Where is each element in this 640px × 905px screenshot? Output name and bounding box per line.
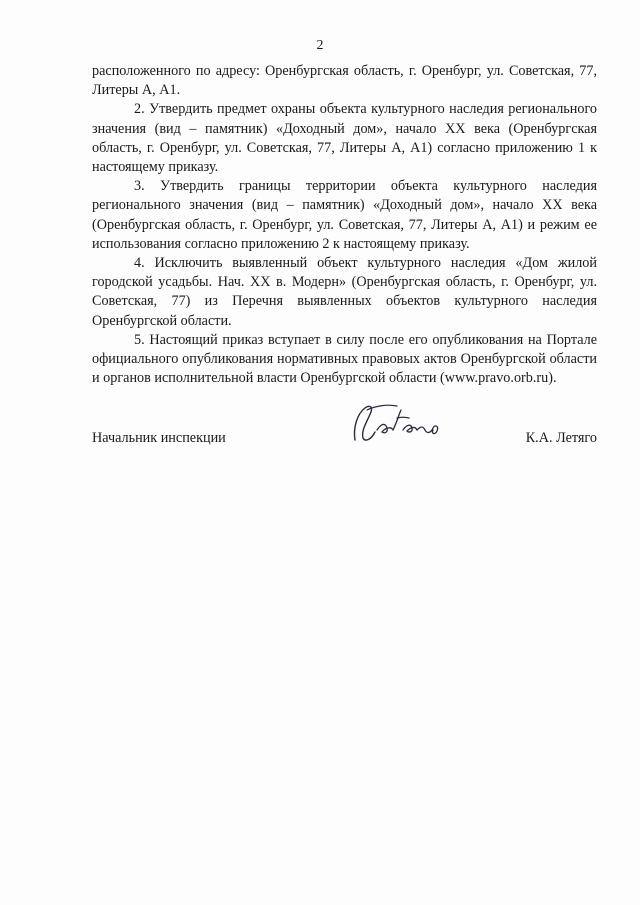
- paragraph-address-continuation: расположенного по адресу: Оренбургская область, г. Оренбург, ул. Советская, 77, Литеры А, А1.: [92, 63, 597, 99]
- paragraph-item-3: 3. Утвердить границы территории объекта культурного наследия регионального значения (вид – памятник) «Доходный дом», начало XX века (Оренбургская область, г. Оренбург, ул. Советская, 77, Литеры А, А1) и режим ее использования согласно приложению 2 к настоящему приказу.: [92, 178, 597, 252]
- signature-block: [92, 430, 597, 454]
- page-number: 2: [316, 38, 324, 53]
- paragraph-item-4: 4. Исключить выявленный объект культурного наследия «Дом жилой городской усадьбы. Нач. XX в. Модерн» (Оренбургская область, г. Оренбург, ул. Советская, 77) из Перечня выявленных объектов культурного наследия Оренбургской области.: [92, 255, 597, 329]
- paragraph-item-5: 5. Настоящий приказ вступает в силу после его опубликования на Портале официального опубликования нормативных правовых актов Оренбургской области и органов исполнительной власти Оренбургской области (www.pravo.orb.ru).: [92, 331, 597, 387]
- signatory-title: Начальник инспекции: [92, 430, 226, 446]
- signatory-name: К.А. Летяго: [525, 430, 597, 446]
- document-body: [92, 62, 597, 388]
- paragraph-item-2: 2. Утвердить предмет охраны объекта культурного наследия регионального значения (вид – памятник) «Доходный дом», начало XX века (Оренбургская область, г. Оренбург, ул. Советская, 77, Литеры А, А1) согласно приложению 1 к настоящему приказу.: [92, 101, 597, 176]
- handwritten-signature: [347, 400, 457, 450]
